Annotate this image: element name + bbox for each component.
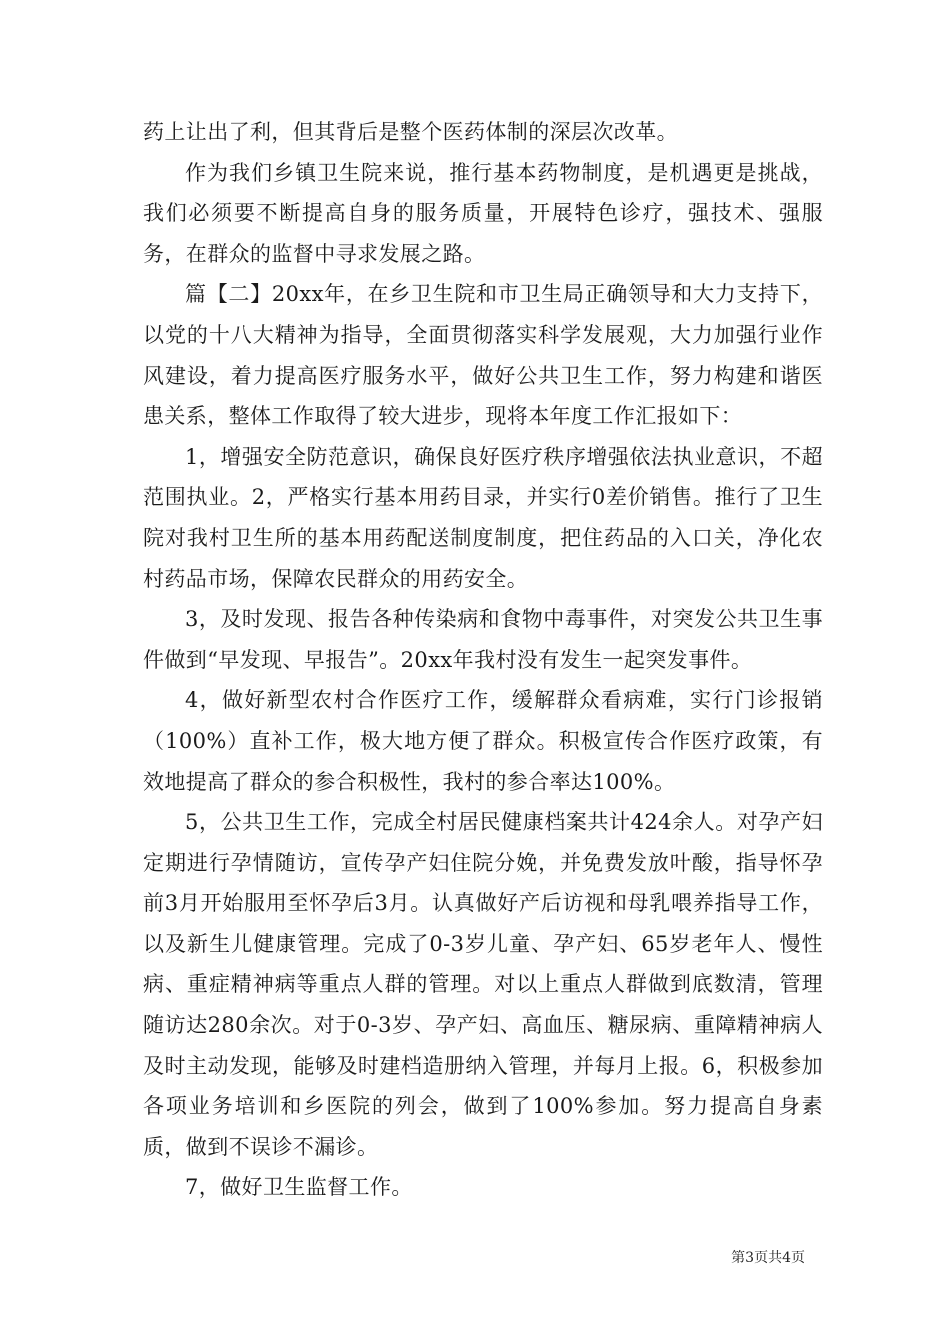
paragraph-5: 3，及时发现、报告各种传染病和食物中毒事件，对突发公共卫生事件做到“早发现、早报告”。20xx年我村没有发生一起突发事件。 bbox=[143, 607, 823, 672]
paragraph-6: 4，做好新型农村合作医疗工作，缓解群众看病难，实行门诊报销（100%）直补工作，极大地方便了群众。积极宣传合作医疗政策，有效地提高了群众的参合积极性，我村的参合率达100%。 bbox=[143, 688, 823, 794]
page-number: 第3页共4页 bbox=[731, 1250, 805, 1266]
document-body bbox=[143, 112, 823, 1208]
paragraph-7: 5，公共卫生工作，完成全村居民健康档案共计424余人。对孕产妇定期进行孕情随访，宣传孕产妇住院分娩，并免费发放叶酸，指导怀孕前3月开始服用至怀孕后3月。认真做好产后访视和母乳喂养指导工作，以及新生儿健康管理。完成了0-3岁儿童、孕产妇、65岁老年人、慢性病、重症精神病等重点人群的管理。对以上重点人群做到底数清，管理随访达280余次。对于0-3岁、孕产妇、高血压、糖尿病、重障精神病人及时主动发现，能够及时建档造册纳入管理，并每月上报。6，积极参加各项业务培训和乡医院的列会，做到了100%参加。努力提高自身素质，做到不误诊不漏诊。 bbox=[143, 810, 823, 1159]
paragraph-3: 篇【二】20xx年，在乡卫生院和市卫生局正确领导和大力支持下，以党的十八大精神为指导，全面贯彻落实科学发展观，大力加强行业作风建设，着力提高医疗服务水平，做好公共卫生工作，努力构建和谐医患关系，整体工作取得了较大进步，现将本年度工作汇报如下： bbox=[143, 282, 823, 429]
paragraph-2: 作为我们乡镇卫生院来说，推行基本药物制度，是机遇更是挑战，我们必须要不断提高自身的服务质量，开展特色诊疗，强技术、强服务，在群众的监督中寻求发展之路。 bbox=[143, 160, 823, 266]
paragraph-4: 1，增强安全防范意识，确保良好医疗秩序增强依法执业意识，不超范围执业。2，严格实行基本用药目录，并实行0差价销售。推行了卫生院对我村卫生所的基本用药配送制度制度，把住药品的入口关，净化农村药品市场，保障农民群众的用药安全。 bbox=[143, 444, 823, 591]
paragraph-1: 药上让出了利，但其背后是整个医药体制的深层次改革。 bbox=[143, 120, 678, 144]
paragraph-8: 7，做好卫生监督工作。 bbox=[185, 1175, 413, 1200]
